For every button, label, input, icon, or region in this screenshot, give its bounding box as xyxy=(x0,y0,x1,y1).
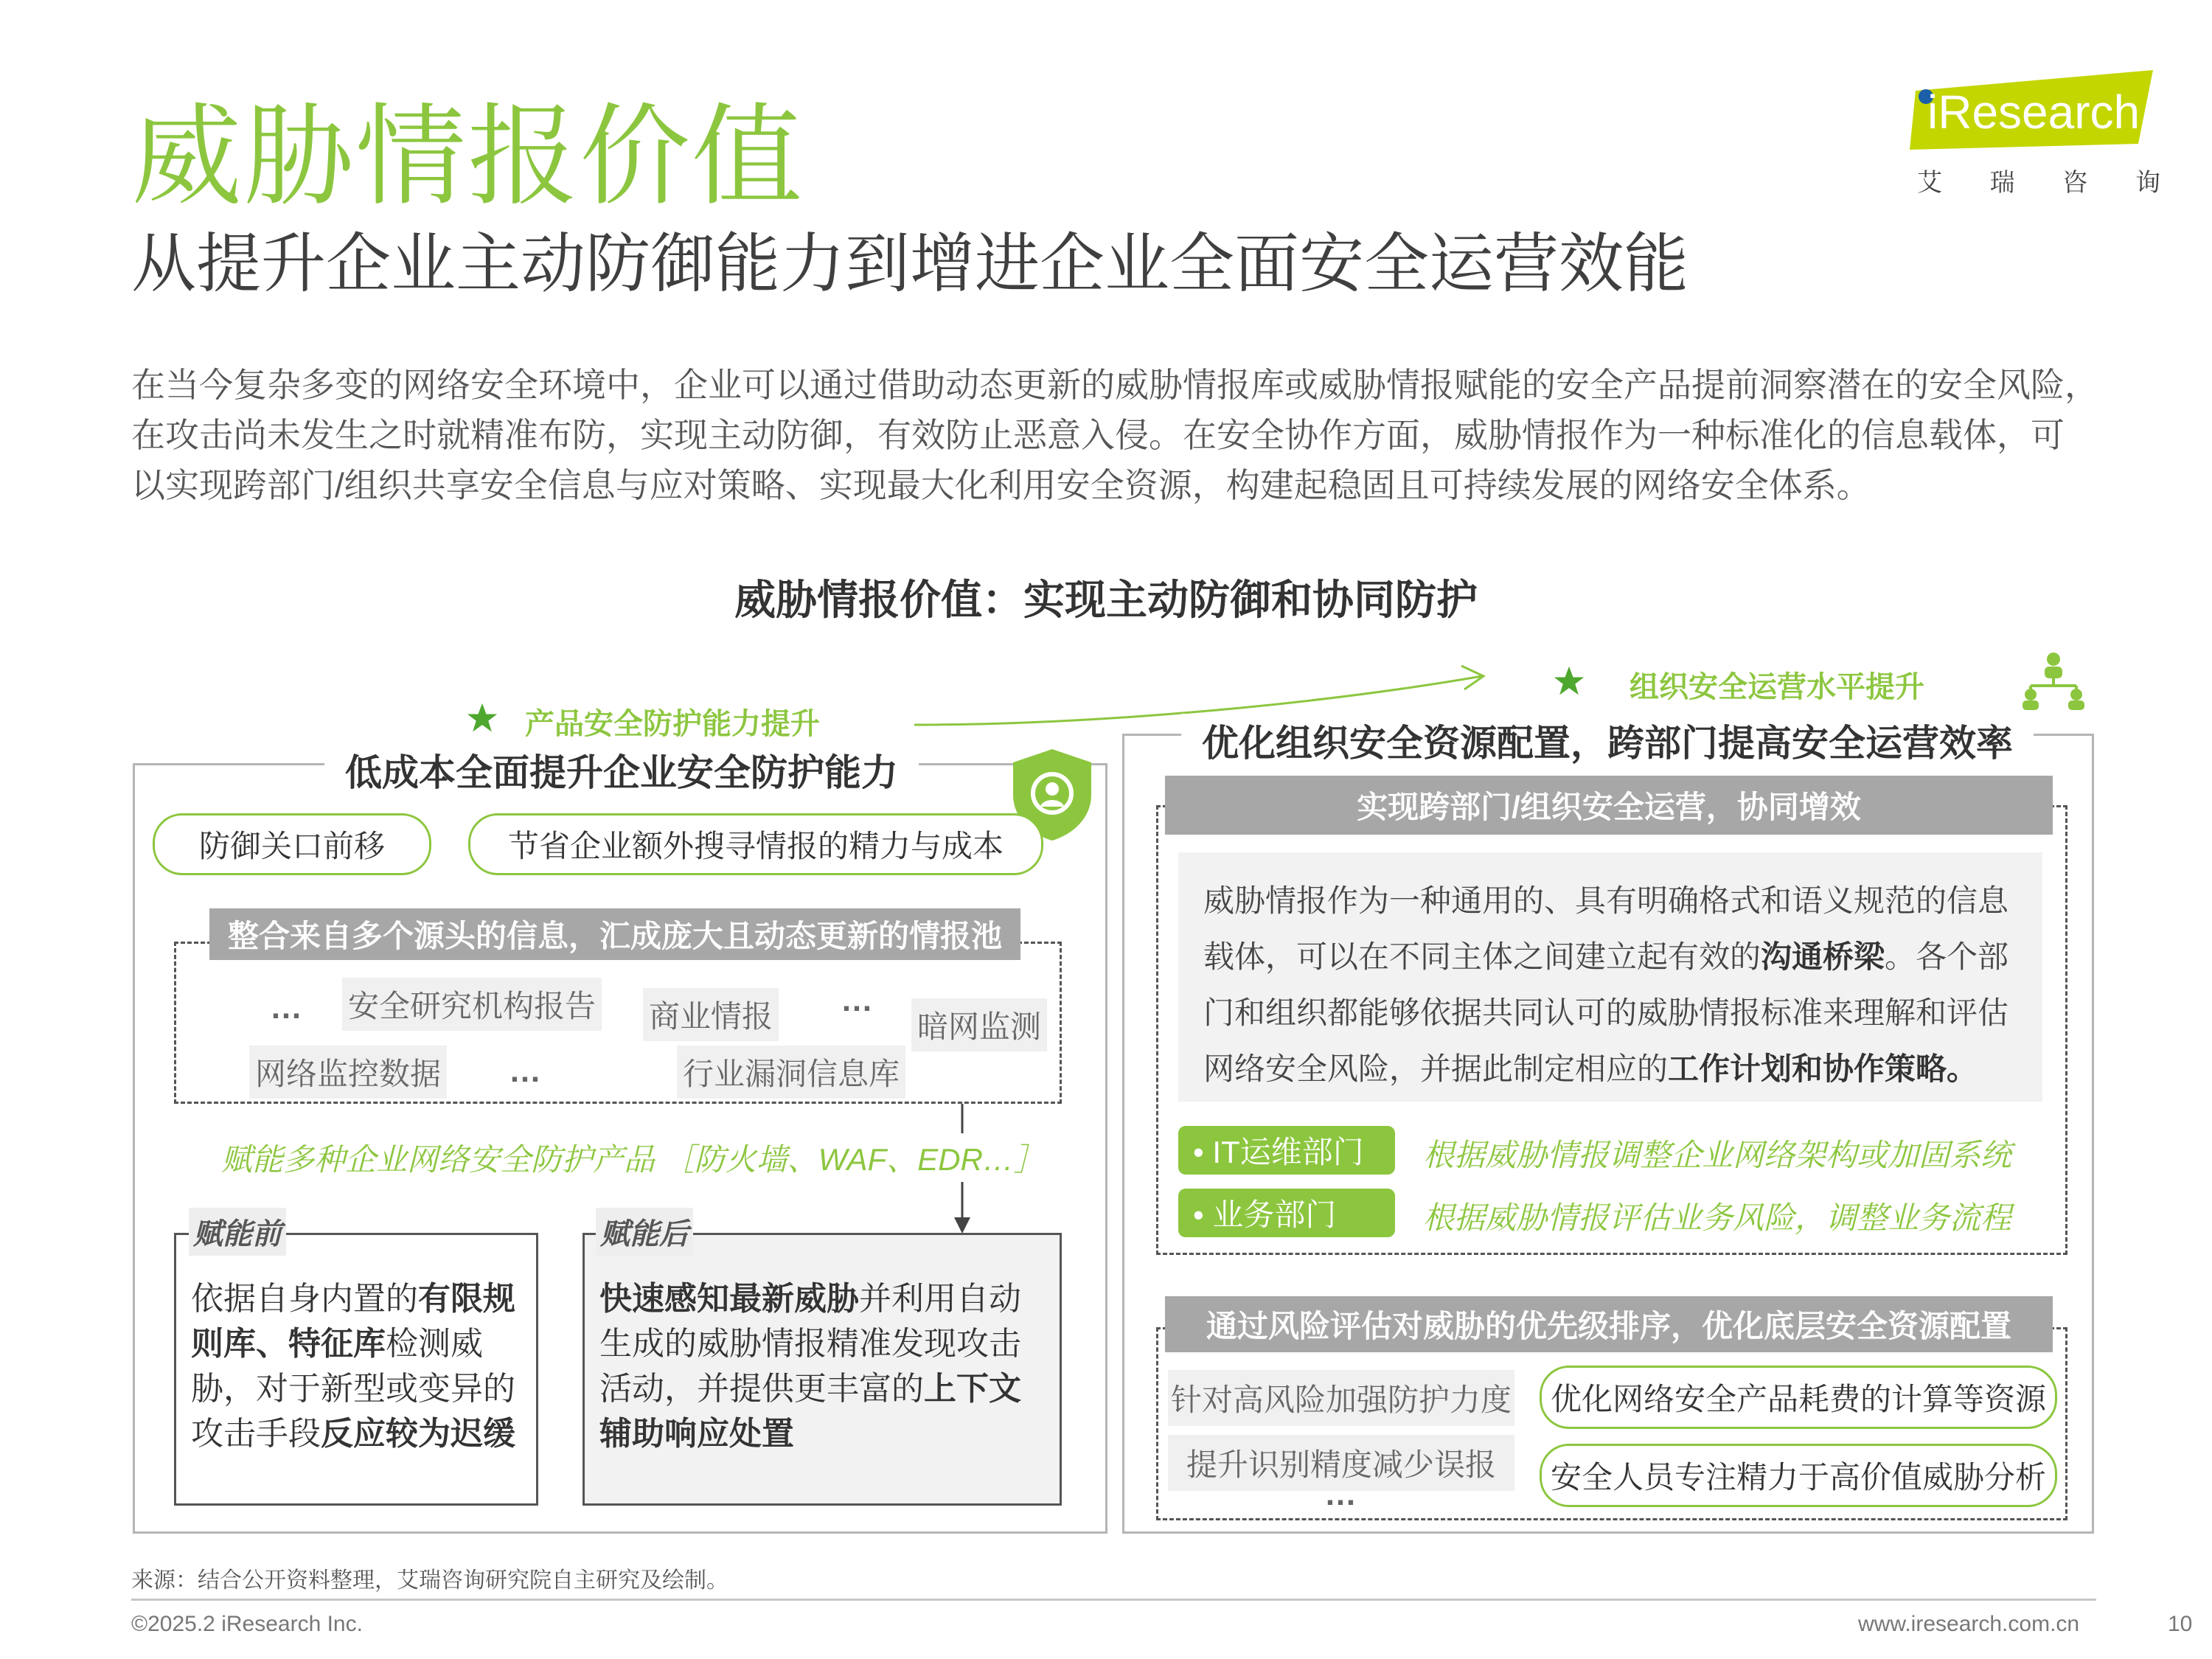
resource-left-item: 提升识别精度减少误报 xyxy=(1168,1435,1514,1491)
dept-it-ops: • IT运维部门 xyxy=(1178,1126,1395,1175)
star-icon xyxy=(1553,665,1585,698)
info-emphasis: 工作计划和协作策略。 xyxy=(1668,1051,1978,1086)
page-title: 威胁情报价值 xyxy=(131,94,804,218)
ellipsis: … xyxy=(509,1053,543,1089)
dept-business-action: 根据威胁情报评估业务风险，调整业务流程 xyxy=(1423,1200,2012,1235)
before-text: 依据自身内置的 xyxy=(191,1281,418,1317)
info-text: 威胁情报作为一种通用的、具有明确格式和语义规范的信息载体，可以在不同主体之间建立起有效的 xyxy=(1203,883,2009,974)
before-text: 检测威胁，对于新型或变异的攻击手段 xyxy=(191,1326,515,1452)
page-number: 10 xyxy=(2168,1612,2193,1636)
logo-cn-char: 瑞 xyxy=(1989,169,2015,197)
pill-cost-saving: 节省企业额外搜寻情报的精力与成本 xyxy=(468,813,1043,875)
left-star-label: 产品安全防护能力提升 xyxy=(525,708,820,740)
resource-left-item: 针对高风险加强防护力度 xyxy=(1168,1370,1514,1426)
before-tag: 赋能前 xyxy=(189,1208,286,1256)
right-star-label: 组织安全运营水平提升 xyxy=(1630,671,1924,703)
source-note: 来源：结合公开资料整理，艾瑞咨询研究院自主研究及绘制。 xyxy=(131,1568,728,1593)
before-emphasis: 有限规则库、特征库 xyxy=(191,1281,515,1362)
logo-cn-char: 咨 xyxy=(2062,169,2088,197)
after-panel xyxy=(582,1233,1062,1506)
ellipsis: … xyxy=(270,990,304,1026)
logo-text: iResearch xyxy=(1927,86,2140,139)
pill-optimize-compute: 优化网络安全产品耗费的计算等资源 xyxy=(1540,1366,2057,1429)
before-emphasis: 反应较为迟缓 xyxy=(321,1416,515,1452)
before-panel xyxy=(174,1233,538,1506)
resource-header: 通过风险评估对威胁的优先级排序，优化底层安全资源配置 xyxy=(1165,1296,2053,1352)
logo-cn-char: 询 xyxy=(2135,169,2160,197)
pill-focus-analysis: 安全人员专注精力于高价值威胁分析 xyxy=(1540,1444,2057,1507)
collab-header: 实现跨部门/组织安全运营，协同增效 xyxy=(1165,776,2053,835)
source-chip: 暗网监测 xyxy=(911,998,1047,1051)
down-arrow-icon xyxy=(951,1104,973,1237)
org-chart-icon xyxy=(2020,650,2087,711)
after-emphasis: 快速感知最新威胁 xyxy=(599,1281,859,1317)
ellipsis: … xyxy=(1324,1476,1358,1512)
collab-info xyxy=(1178,852,2042,1102)
right-heading: 优化组织安全资源配置，跨部门提高安全运营效率 xyxy=(1181,714,2034,767)
source-chip: 网络监控数据 xyxy=(249,1046,447,1099)
dept-business: • 业务部门 xyxy=(1178,1189,1395,1237)
website-url: www.iresearch.com.cn xyxy=(1858,1612,2080,1636)
info-text: 。各个部门和组织都能够依据共同认可的威胁情报标准来理解和评估网络安全风险，并据此制定相应的 xyxy=(1203,939,2009,1086)
source-chip: 商业情报 xyxy=(643,988,779,1041)
pill-defense-frontline: 防御关口前移 xyxy=(153,813,431,875)
ellipsis: … xyxy=(841,982,874,1018)
left-heading: 低成本全面提升企业安全防护能力 xyxy=(324,743,919,796)
intro-line: 以实现跨部门/组织共享安全信息与应对策略、实现最大化利用安全资源，构建起稳固且可持续发展的网络安全体系。 xyxy=(131,466,1871,504)
source-chip: 安全研究机构报告 xyxy=(342,978,602,1031)
source-chip: 行业漏洞信息库 xyxy=(677,1046,905,1099)
footer-divider xyxy=(131,1599,2096,1601)
after-text: 并利用自动生成的威胁情报精准发现攻击活动，并提供更丰富的 xyxy=(599,1281,1021,1407)
intro-line: 在攻击尚未发生之时就精准布防，实现主动防御，有效防止恶意入侵。在安全协作方面，威胁情报作为一种标准化的信息载体，可 xyxy=(131,416,2065,454)
logo-cn-char: 艾 xyxy=(1917,169,1942,197)
diagram-title: 威胁情报价值：实现主动防御和协同防护 xyxy=(734,577,1478,623)
after-emphasis: 上下文辅助响应处置 xyxy=(599,1371,1021,1452)
empower-products-text: 赋能多种企业网络安全防护产品 ［防火墙、WAF、EDR…］ xyxy=(221,1142,1045,1177)
intel-pool-header: 整合来自多个源头的信息，汇成庞大且动态更新的情报池 xyxy=(209,908,1020,960)
star-icon xyxy=(466,702,498,734)
after-tag: 赋能后 xyxy=(596,1208,693,1256)
intro-paragraph xyxy=(131,360,2122,510)
page-subtitle: 从提升企业主动防御能力到增进企业全面安全运营效能 xyxy=(131,227,1689,300)
dept-it-ops-action: 根据威胁情报调整企业网络架构或加固系统 xyxy=(1423,1138,2012,1172)
intro-line: 在当今复杂多变的网络安全环境中，企业可以通过借助动态更新的威胁情报库或威胁情报赋能的安全产品提前洞察潜在的安全风险， xyxy=(131,366,2098,404)
copyright: ©2025.2 iResearch Inc. xyxy=(131,1612,363,1636)
info-emphasis: 沟通桥梁 xyxy=(1761,939,1885,974)
logo-cn-text xyxy=(1917,162,2160,198)
